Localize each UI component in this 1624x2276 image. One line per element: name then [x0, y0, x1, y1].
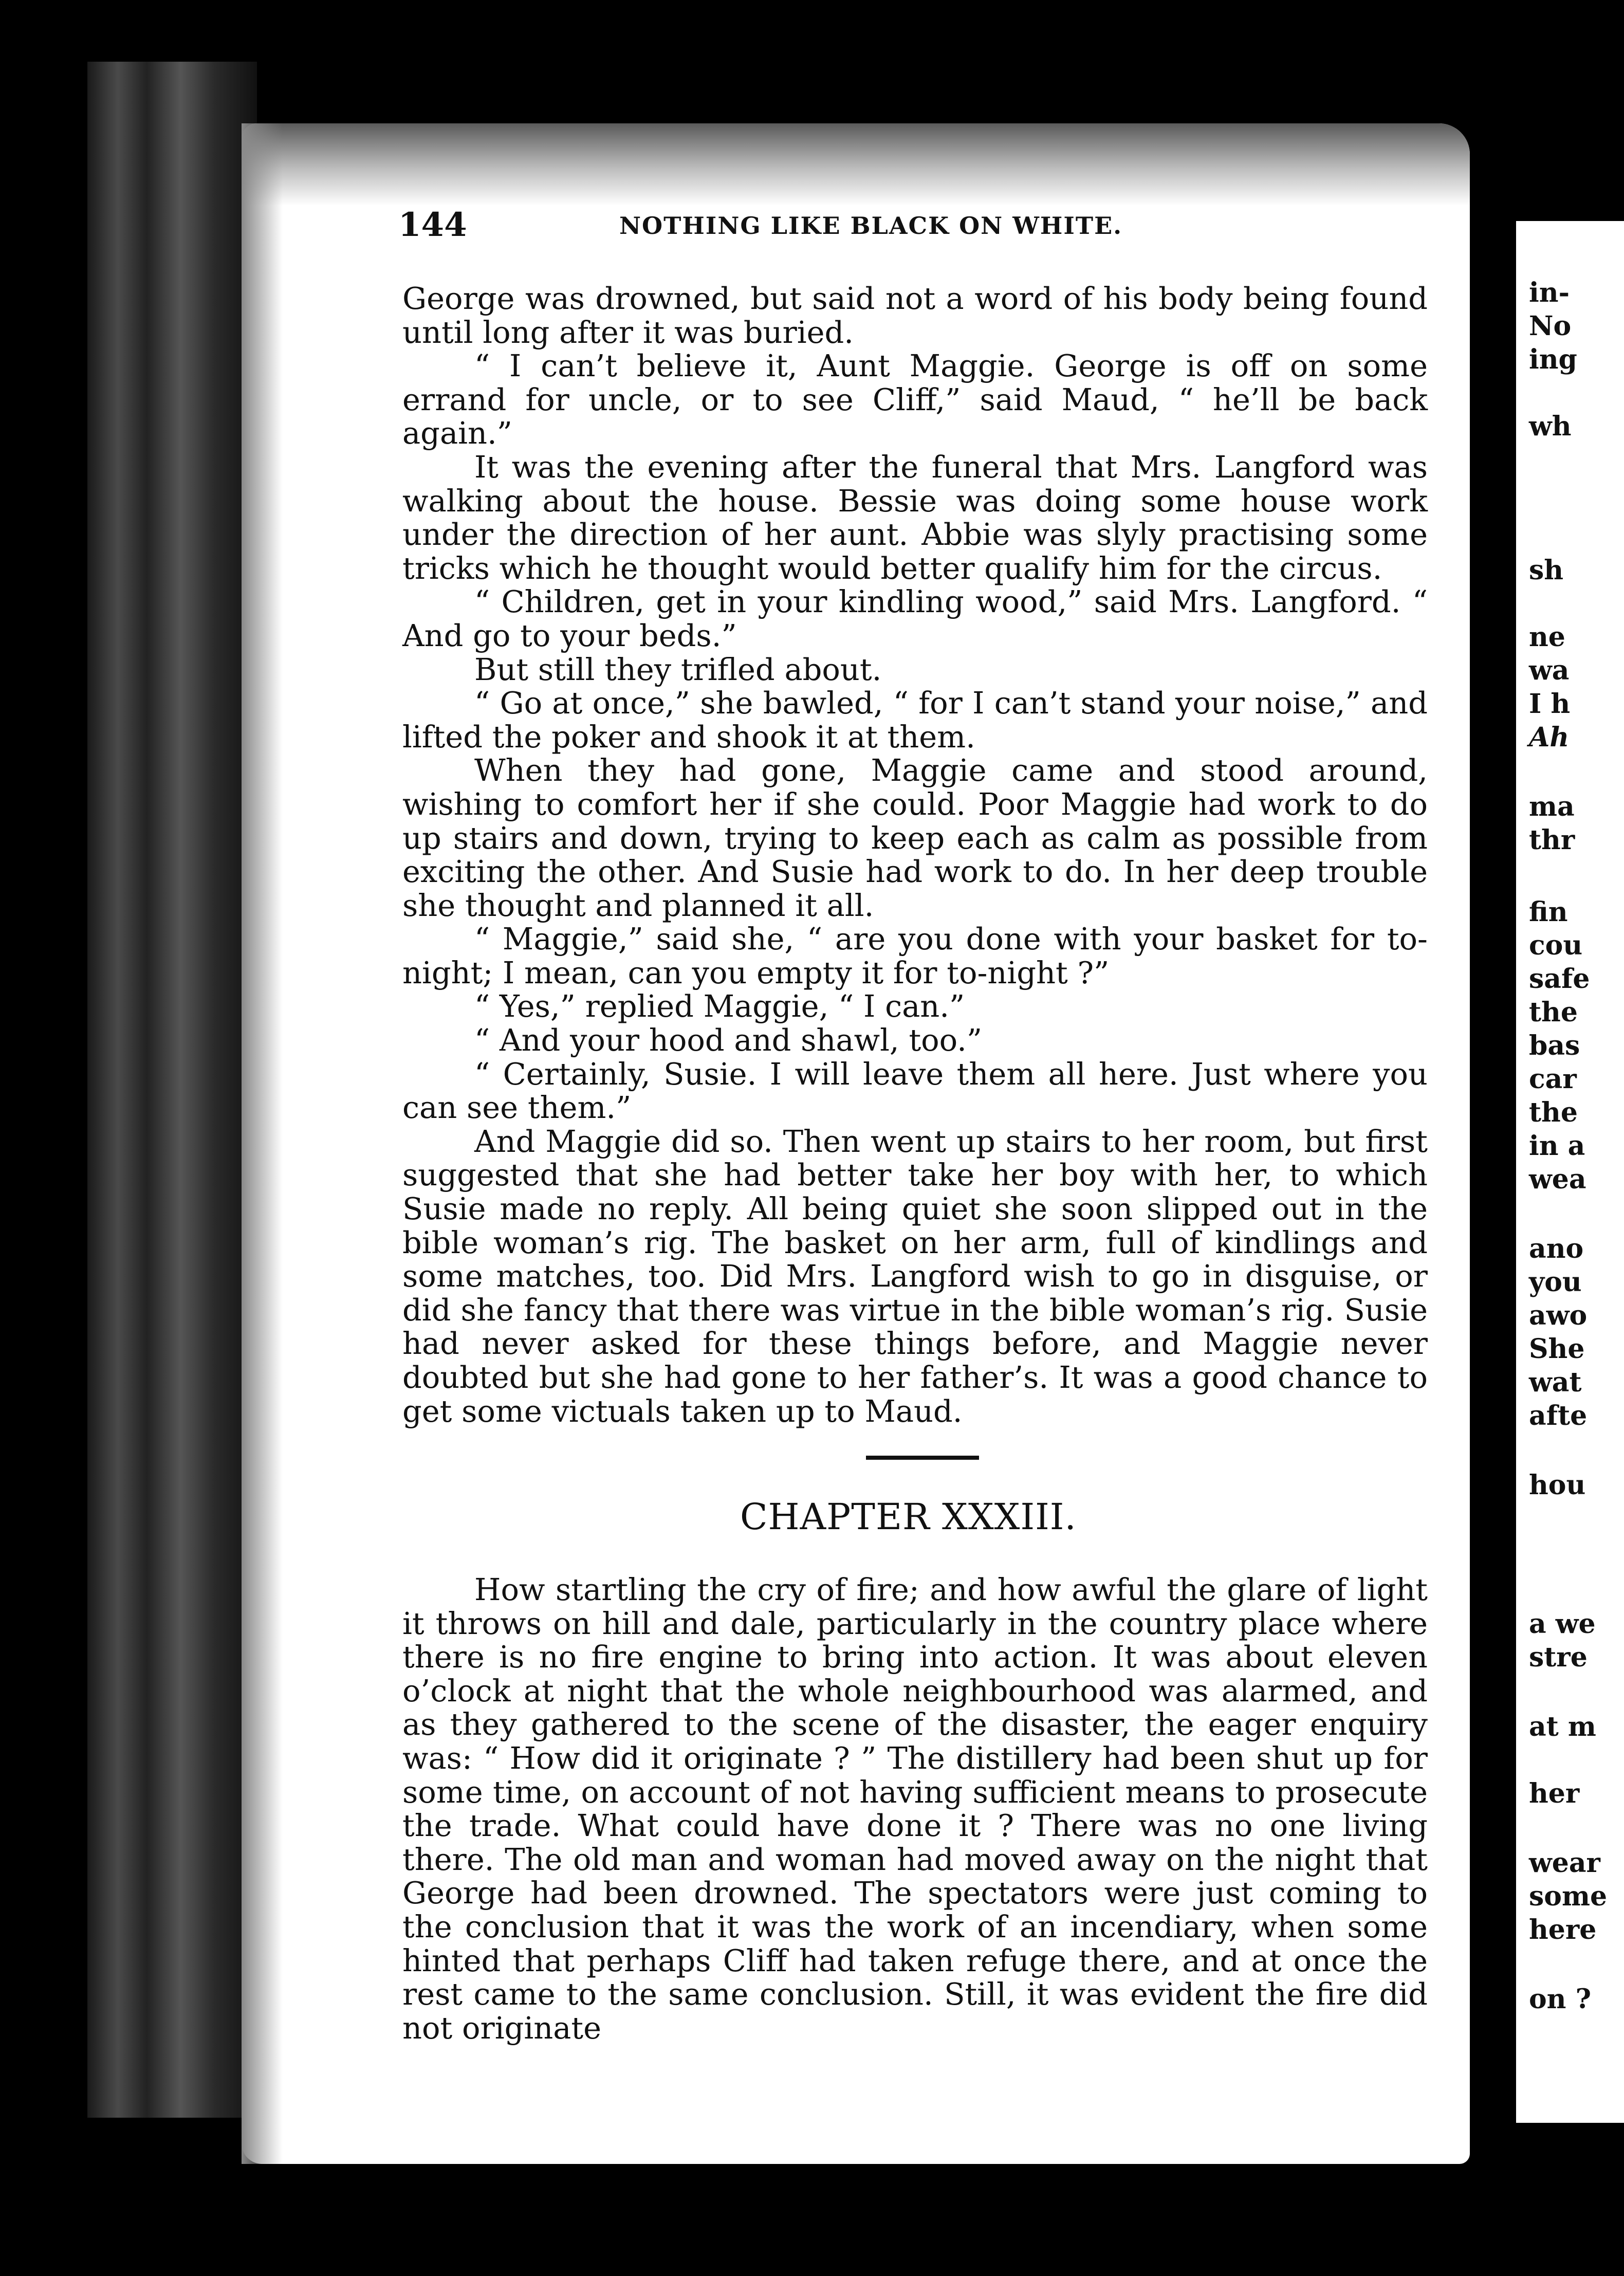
facing-fragment: on ? [1529, 1984, 1592, 2015]
facing-fragment: wat [1529, 1367, 1582, 1398]
paragraph: “ Yes,” replied Maggie, “ I can.” [474, 988, 965, 1024]
facing-fragment: ing [1529, 344, 1577, 375]
facing-fragment: No [1529, 310, 1572, 342]
facing-fragment: car [1529, 1063, 1577, 1095]
facing-fragment: a we [1529, 1608, 1596, 1640]
facing-fragment: wea [1529, 1164, 1586, 1195]
facing-fragment: hou [1529, 1470, 1586, 1501]
running-title: NOTHING LIKE BLACK ON WHITE. [619, 212, 1123, 240]
facing-fragment: some [1529, 1881, 1608, 1912]
paragraph: “ Children, get in your kindling wood,” said Mrs. Langford. “ And go to your beds.” [402, 584, 1428, 653]
facing-fragment: Ah [1529, 722, 1570, 753]
facing-fragment: ano [1529, 1233, 1584, 1264]
chapter-title: CHAPTER XXXIII. [740, 1496, 1077, 1538]
facing-fragment: afte [1529, 1400, 1588, 1431]
facing-fragment: sh [1529, 555, 1564, 586]
paragraph: And Maggie did so. Then went up stairs to her room, but first suggested that she had better take her boy with her, to which Susie made no reply. All being quiet she soon slipped out in the bible woman’s rig. The basket on her arm, full of kindlings and some matches, too. Did Mrs. Langford wish to go in disguise, or did she fancy that there was virtue in the bible woman’s rig. Susie had never asked for these things before, and Maggie never doubted but she had gone to her father’s. It was a good chance to get some victuals taken up to Maud. [402, 1123, 1428, 1429]
facing-fragment: ma [1529, 791, 1575, 822]
facing-fragment: awo [1529, 1300, 1588, 1331]
facing-fragment: wa [1529, 655, 1570, 686]
body-text-chapter [402, 1573, 1428, 2045]
facing-fragment: cou [1529, 930, 1583, 961]
paragraph: How startling the cry of fire; and how awful the glare of light it throws on hill and dale, particularly in the country place where there is no fire engine to bring into action. It was about eleven o’clock at night that the whole neighbourhood was alarmed, and as they gathered to the scene of the disaster, the eager enquiry was: “ How did it originate ? ” The distillery had been shut up for some time, on account of not having sufficient means to prosecute the trade. What could have done it ? There was no one living there. The old man and woman had moved away on the night that George had been drowned. The spectators were just coming to the conclusion that it was the work of an incendiary, when some hinted that perhaps Cliff had taken refuge there, and at once the rest came to the same conclusion. Still, it was evident the fire did not originate [402, 1572, 1428, 2046]
paragraph: “ I can’t believe it, Aunt Maggie. George is off on some errand for uncle, or to see Cliff,” said Maud, “ he’ll be back again.” [402, 348, 1428, 451]
paragraph: “ Certainly, Susie. I will leave them all here. Just where you can see them.” [402, 1056, 1428, 1126]
body-text-top [402, 282, 1428, 1428]
facing-fragment: fin [1529, 896, 1568, 928]
facing-fragment: ne [1529, 621, 1565, 653]
facing-fragment: wh [1529, 411, 1572, 442]
paragraph: George was drowned, but said not a word of his body being found until long after it was buried. [402, 281, 1428, 350]
paragraph: It was the evening after the funeral that Mrs. Langford was walking about the house. Bessie was doing some house work under the direction of her aunt. Abbie was slyly practising some tricks which he thought would better qualify him for the circus. [402, 449, 1428, 586]
facing-fragment: the [1529, 1097, 1578, 1128]
facing-fragment: at m [1529, 1711, 1596, 1742]
facing-fragment: safe [1529, 963, 1590, 995]
book-spine-shadow [87, 62, 257, 2118]
facing-fragment: I h [1529, 688, 1571, 720]
facing-fragment: the [1529, 997, 1578, 1028]
paragraph: But still they trifled about. [474, 651, 882, 687]
section-divider [866, 1456, 979, 1460]
facing-fragment: in a [1529, 1130, 1585, 1162]
facing-fragment: you [1529, 1267, 1582, 1298]
facing-fragment: stre [1529, 1642, 1588, 1673]
facing-fragment: in- [1529, 277, 1570, 308]
page-header [398, 206, 1426, 252]
paragraph: When they had gone, Maggie came and stood around, wishing to comfort her if she could. Poor Maggie had work to do up stairs and down, trying to keep each as calm as possible from exciting the other. And Susie had work to do. In her deep trouble she thought and planned it all. [402, 752, 1428, 923]
facing-fragment: bas [1529, 1030, 1580, 1061]
facing-fragment: wear [1529, 1847, 1600, 1879]
facing-fragment: her [1529, 1778, 1580, 1809]
page-number: 144 [398, 206, 467, 244]
facing-fragment: She [1529, 1333, 1585, 1365]
paragraph: “ Maggie,” said she, “ are you done with your basket for to-night; I mean, can you empty it for to-night ?” [402, 921, 1428, 990]
facing-fragment: here [1529, 1914, 1597, 1945]
paragraph: “ And your hood and shawl, too.” [474, 1022, 983, 1058]
paragraph: “ Go at once,” she bawled, “ for I can’t stand your noise,” and lifted the poker and shook it at them. [402, 685, 1428, 755]
facing-fragment: thr [1529, 824, 1575, 856]
